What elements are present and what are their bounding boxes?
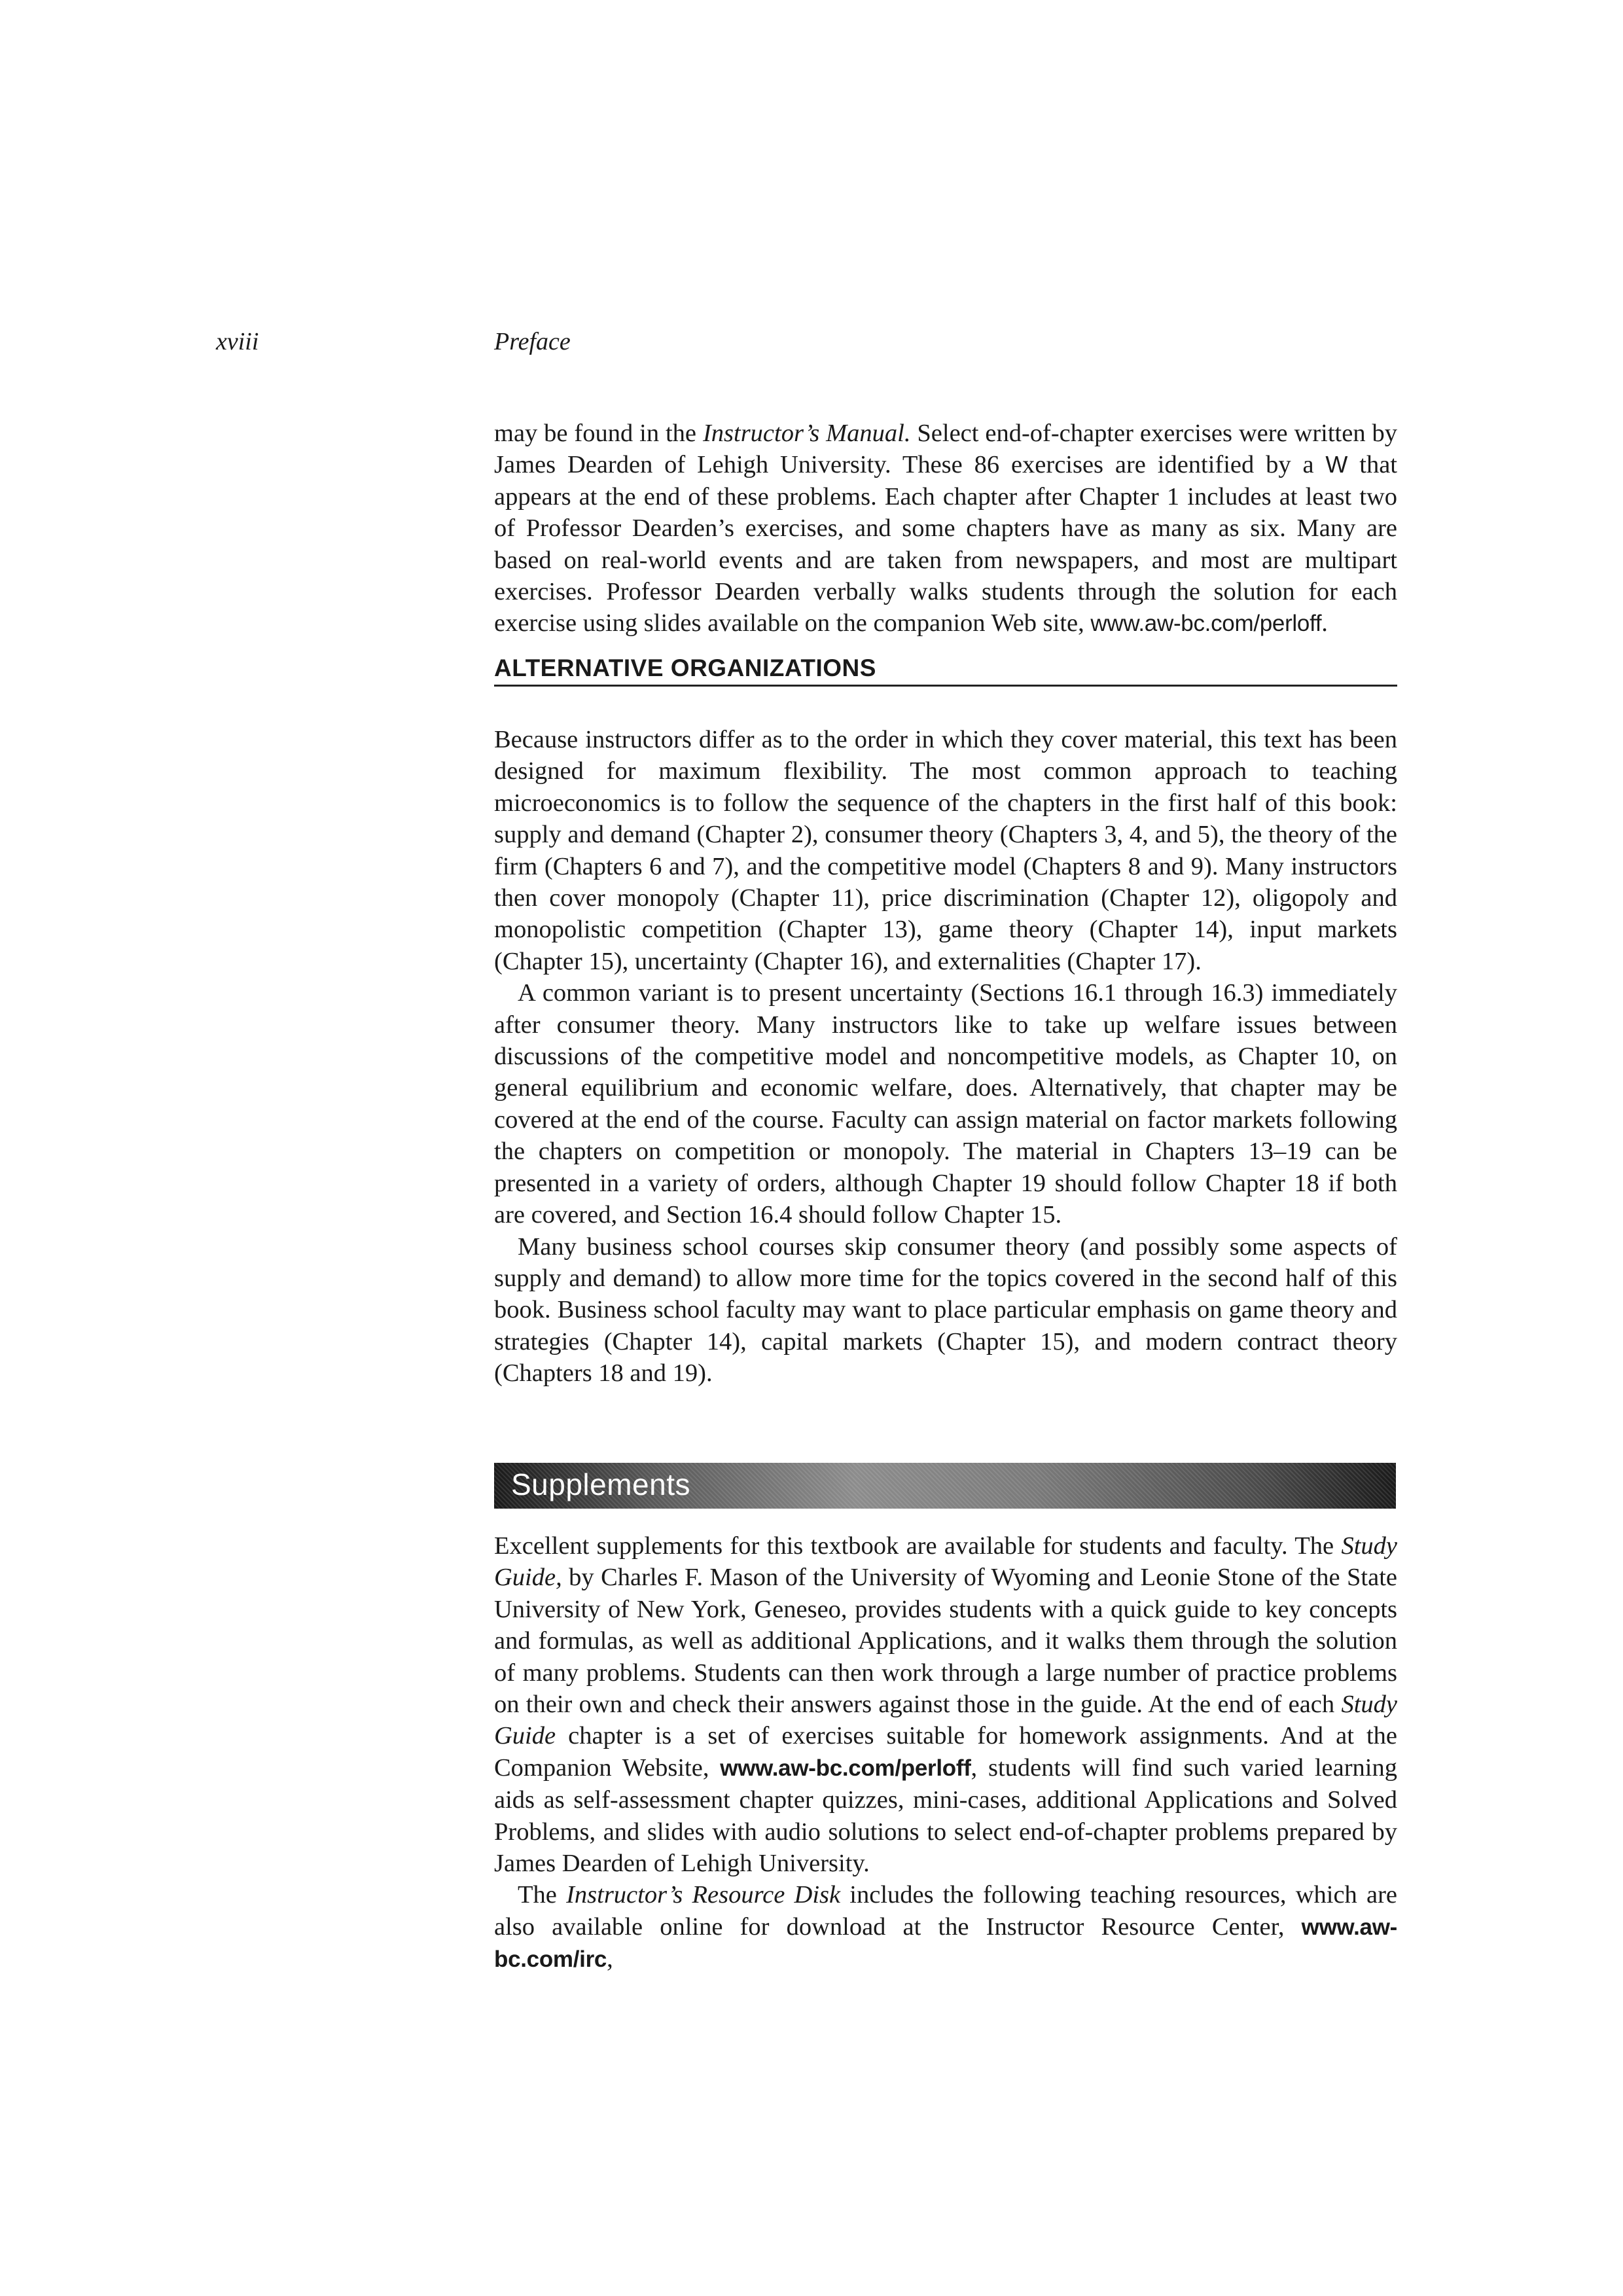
intro-text-a: may be found in the: [494, 420, 703, 447]
supp-text-a: Excellent supplements for this textbook are available for students and faculty. The: [494, 1532, 1342, 1560]
instructors-resource-disk-title: Instructor’s Resource Disk: [566, 1881, 841, 1909]
intro-text-end: .: [1321, 609, 1328, 637]
intro-text-b: Select end-of-chapter exercises were written by James Dearden of Lehigh University. These 86 exercises are identified by a: [494, 420, 1397, 479]
alternative-organizations-heading: ALTERNATIVE ORGANIZATIONS: [494, 655, 1397, 687]
supplements-paragraph-1: [494, 1530, 1397, 1879]
running-title: Preface: [494, 328, 571, 355]
instructor-resource-center-link[interactable]: www.aw-bc.com/irc: [494, 1914, 1397, 1973]
alt-paragraph-1: Because instructors differ as to the order in which they cover material, this text has been designed for maximum flexibility. The most common approach to teaching microeconomics is to follow the sequence of the chapters in the first half of this book: supply and demand (Chapter 2), consumer theory (Chapters 3, 4, and 5), the theory of the firm (Chapters 6 and 7), and the competitive model (Chapters 8 and 9). Many instructors then cover monopoly (Chapter 11), price discrimination (Chapter 12), oligopoly and monopolistic competition (Chapter 13), game theory (Chapter 14), input markets (Chapter 15), uncertainty (Chapter 16), and externalities (Chapter 17).: [494, 726, 1397, 975]
alternative-organizations-body: [494, 724, 1397, 1390]
intro-paragraph: [494, 418, 1397, 640]
w-marker: W: [1325, 451, 1348, 478]
alt-paragraph-3: Many business school courses skip consumer theory (and possibly some aspects of supply and demand) to allow more time for the topics covered in the second half of this book. Business school faculty may want to place particular emphasis on game theory and strategies (Chapter 14), capital markets (Chapter 15), and modern contract theory (Chapters 18 and 19).: [494, 1232, 1397, 1388]
supp-text-c: chapter is a set of exercises suitable for homework assignments. And at the Companion Website,: [494, 1722, 1397, 1782]
alt-paragraph-2: A common variant is to present uncertainty (Sections 16.1 through 16.3) immediately after consumer theory. Many instructors like to take up welfare issues between discussions of the competitive model and noncompetitive models, as Chapter 10, on general equilibrium and economic welfare, does. Alternatively, that chapter may be covered at the end of the course. Faculty can assign material on factor markets following the chapters on competition or monopoly. The material in Chapters 13–19 can be presented in a variety of orders, although Chapter 19 should follow Chapter 18 if both are covered, and Section 16.4 should follow Chapter 15.: [494, 979, 1397, 1229]
page-number: xviii: [216, 328, 259, 355]
supplements-heading: Supplements: [511, 1467, 690, 1501]
supplements-paragraph-2: [494, 1879, 1397, 1975]
supp2-text-end: ,: [607, 1945, 613, 1973]
supplements-banner: [494, 1463, 1396, 1509]
study-guide-title: Study Guide,: [494, 1532, 1397, 1592]
intro-paragraph-block: [494, 418, 1397, 640]
companion-website-link[interactable]: www.aw-bc.com/perloff: [720, 1755, 971, 1781]
supp-text-d: , students will find such varied learning aids as self-assessment chapter quizzes, mini-cases, additional Applications and Solved Problems, and slides with audio solutions to select end-of-chapter problems prepared by James Dearden of Lehigh University.: [494, 1753, 1397, 1878]
supp2-text-a: The: [518, 1881, 567, 1909]
supp-text-b: by Charles F. Mason of the University of Wyoming and Leonie Stone of the State University of New York, Geneseo, provides students with a quick guide to key concepts and formulas, as well as additional Applications, and it walks them through the solution of many problems. Students can then work through a large number of practice problems on their own and check their answers against those in the guide. At the end of each: [494, 1564, 1397, 1719]
study-guide-title-2: Study Guide: [494, 1691, 1397, 1750]
supplements-body: [494, 1530, 1397, 1976]
supp2-text-b: includes the following teaching resources, which are also available online for download at the Instructor Resource Center,: [494, 1881, 1397, 1941]
intro-text-c: that appears at the end of these problems. Each chapter after Chapter 1 includes at least two of Professor Dearden’s exercises, and some chapters have as many as six. Many are based on real-world events and are taken from newspapers, and most are multipart exercises. Professor Dearden verbally walks students through the solution for each exercise using slides available on the companion Web site,: [494, 451, 1397, 637]
instructors-manual-title: Instructor’s Manual.: [702, 420, 911, 447]
companion-site-link[interactable]: www.aw-bc.com/perloff: [1090, 611, 1322, 637]
